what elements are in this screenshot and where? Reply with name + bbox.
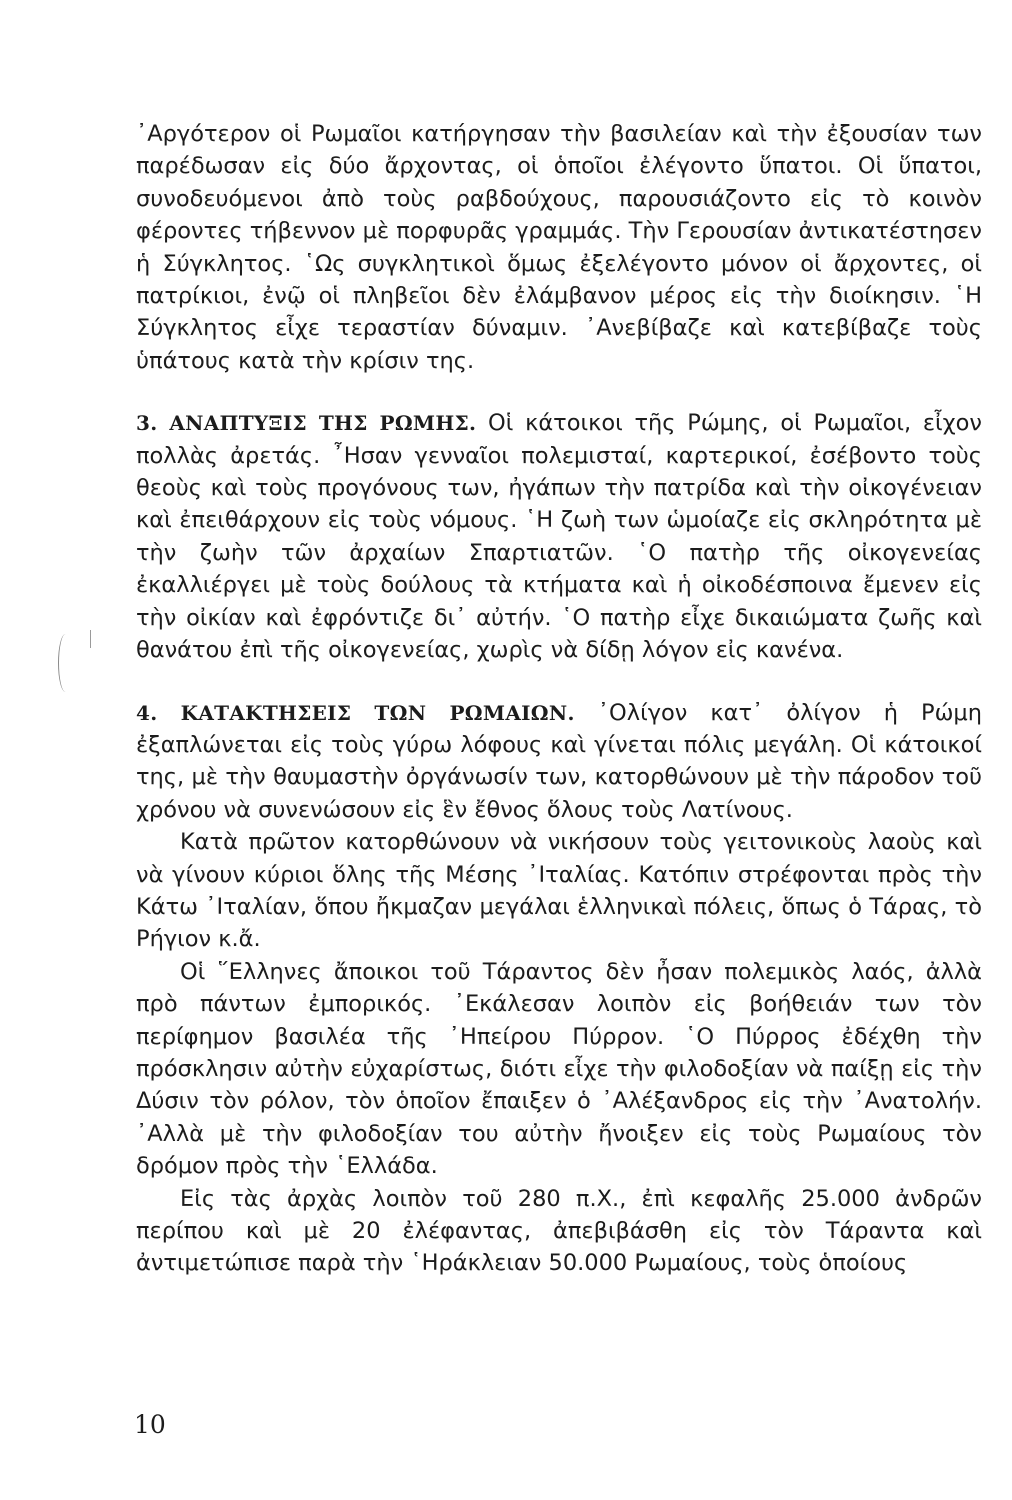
page-number: 10 <box>134 1410 166 1439</box>
section-4-paragraph <box>136 697 982 827</box>
section-3-text: Οἱ κάτοικοι τῆς Ρώμης, οἱ Ρωμαῖοι, εἶχον πολλὰς ἀρετάς. ῏Ησαν γενναῖοι πολεμισταί, καρτερικοί, ἐσέβοντο τοὺς θεοὺς καὶ τοὺς προγόνους των, ἠγάπων τὴν πατρίδα καὶ τὴν οἰκογένειαν καὶ ἐπειθάρχουν εἰς τοὺς νόμους. ῾Η ζωὴ των ὡμοίαζε εἰς σκληρότητα μὲ τὴν ζωὴν τῶν ἀρχαίων Σπαρτιατῶν. ῾Ο πατὴρ τῆς οἰκογενείας ἐκαλλιέργει μὲ τοὺς δούλους τὰ κτήματα καὶ ἡ οἰκοδέσποινα ἔμενεν εἰς τὴν οἰκίαν καὶ ἐφρόντιζε δι᾿ αὐτήν. ῾Ο πατὴρ εἶχε δικαιώματα ζωῆς καὶ θανάτου ἐπὶ τῆς οἰκογενείας, χωρὶς νὰ δίδῃ λόγον εἰς κανένα. <box>136 410 983 664</box>
margin-pencil-mark <box>58 634 73 692</box>
section-4-heading: 4. ΚΑΤΑΚΤΗΣΕΙΣ ΤΩΝ ΡΩΜΑΙΩΝ. <box>136 700 575 725</box>
section-3-paragraph <box>136 407 982 666</box>
paragraph-southern-italy: Κατὰ πρῶτον κατορθώνουν νὰ νικήσουν τοὺς γειτονικοὺς λαοὺς καὶ νὰ γίνουν κύριοι ὅλης τῆς Μέσης ᾿Ιταλίας. Κατόπιν στρέφονται πρὸς τὴν Κάτω ᾿Ιταλίαν, ὅπου ἤκμαζαν μεγάλαι ἑλληνικαὶ πόλεις, ὅπως ὁ Τάρας, τὸ Ρήγιον κ.ἄ. <box>136 829 982 953</box>
paragraph-heraclea: Εἰς τὰς ἀρχὰς λοιπὸν τοῦ 280 π.Χ., ἐπὶ κεφαλῆς 25.000 ἀνδρῶν περίπου καὶ μὲ 20 ἐλέφαντας, ἀπεβιβάσθη εἰς τὸν Τάραντα καὶ ἀντιμετώπισε παρὰ τὴν ῾Ηράκλειαν 50.000 Ρωμαίους, τοὺς ὁποίους <box>136 1185 982 1277</box>
section-3-heading: 3. ΑΝΑΠΤΥΞΙΣ ΤΗΣ ΡΩΜΗΣ. <box>136 411 477 436</box>
paragraph-pyrrhus: Οἱ ῞Ελληνες ἄποικοι τοῦ Τάραντος δὲν ἦσαν πολεμικὸς λαός, ἀλλὰ πρὸ πάντων ἐμπορικός. ᾿Εκάλεσαν λοιπὸν εἰς βοήθειάν των τὸν περίφημον βασιλέα τῆς ᾿Ηπείρου Πύρρον. ῾Ο Πύρρος ἐδέχθη τὴν πρόσκλησιν αὐτὴν εὐχαρίστως, διότι εἶχε τὴν φιλοδοξίαν νὰ παίξῃ εἰς τὴν Δύσιν τὸν ρόλον, τὸν ὁποῖον ἔπαιξεν ὁ ᾿Αλέξανδρος εἰς τὴν ᾿Ανατολήν. ᾿Αλλὰ μὲ τὴν φιλοδοξίαν του αὐτὴν ἤνοιξεν εἰς τοὺς Ρωμαίους τὸν δρόμον πρὸς τὴν ῾Ελλάδα. <box>136 958 982 1180</box>
margin-tick-mark <box>90 630 91 648</box>
page-body <box>136 118 982 1280</box>
section-4-text: ᾿Ολίγον κατ᾿ ὀλίγον ἡ Ρώμη ἐξαπλώνεται εἰς τοὺς γύρω λόφους καὶ γίνεται πόλις μεγάλη. Οἱ κάτοικοί της, μὲ τὴν θαυμαστὴν ὀργάνωσίν των, κατορθώνουν μὲ τὴν πάροδον τοῦ χρόνου νὰ συνενώσουν εἰς ἓν ἔθνος ὅλους τοὺς Λατίνους. <box>136 699 982 823</box>
paragraph-roman-consuls: ᾿Αργότερον οἱ Ρωμαῖοι κατήργησαν τὴν βασιλείαν καὶ τὴν ἐξουσίαν των παρέδωσαν εἰς δύο ἄρχοντας, οἱ ὁποῖοι ἐλέγοντο ὕπατοι. Οἱ ὕπατοι, συνοδευόμενοι ἀπὸ τοὺς ραβδούχους, παρουσιάζοντο εἰς τὸ κοινὸν φέροντες τήβεννον μὲ πορφυρᾶς γραμμάς. Τὴν Γερουσίαν ἀντικατέστησεν ἡ Σύγκλητος. ῾Ως συγκλητικοὶ ὅμως ἐξελέγοντο μόνον οἱ ἄρχοντες, οἱ πατρίκιοι, ἐνῷ οἱ πληβεῖοι δὲν ἐλάμβανον μέρος εἰς τὴν διοίκησιν. ῾Η Σύγκλητος εἶχε τεραστίαν δύναμιν. ᾿Ανεβίβαζε καὶ κατεβίβαζε τοὺς ὑπάτους κατὰ τὴν κρίσιν της. <box>136 121 982 374</box>
